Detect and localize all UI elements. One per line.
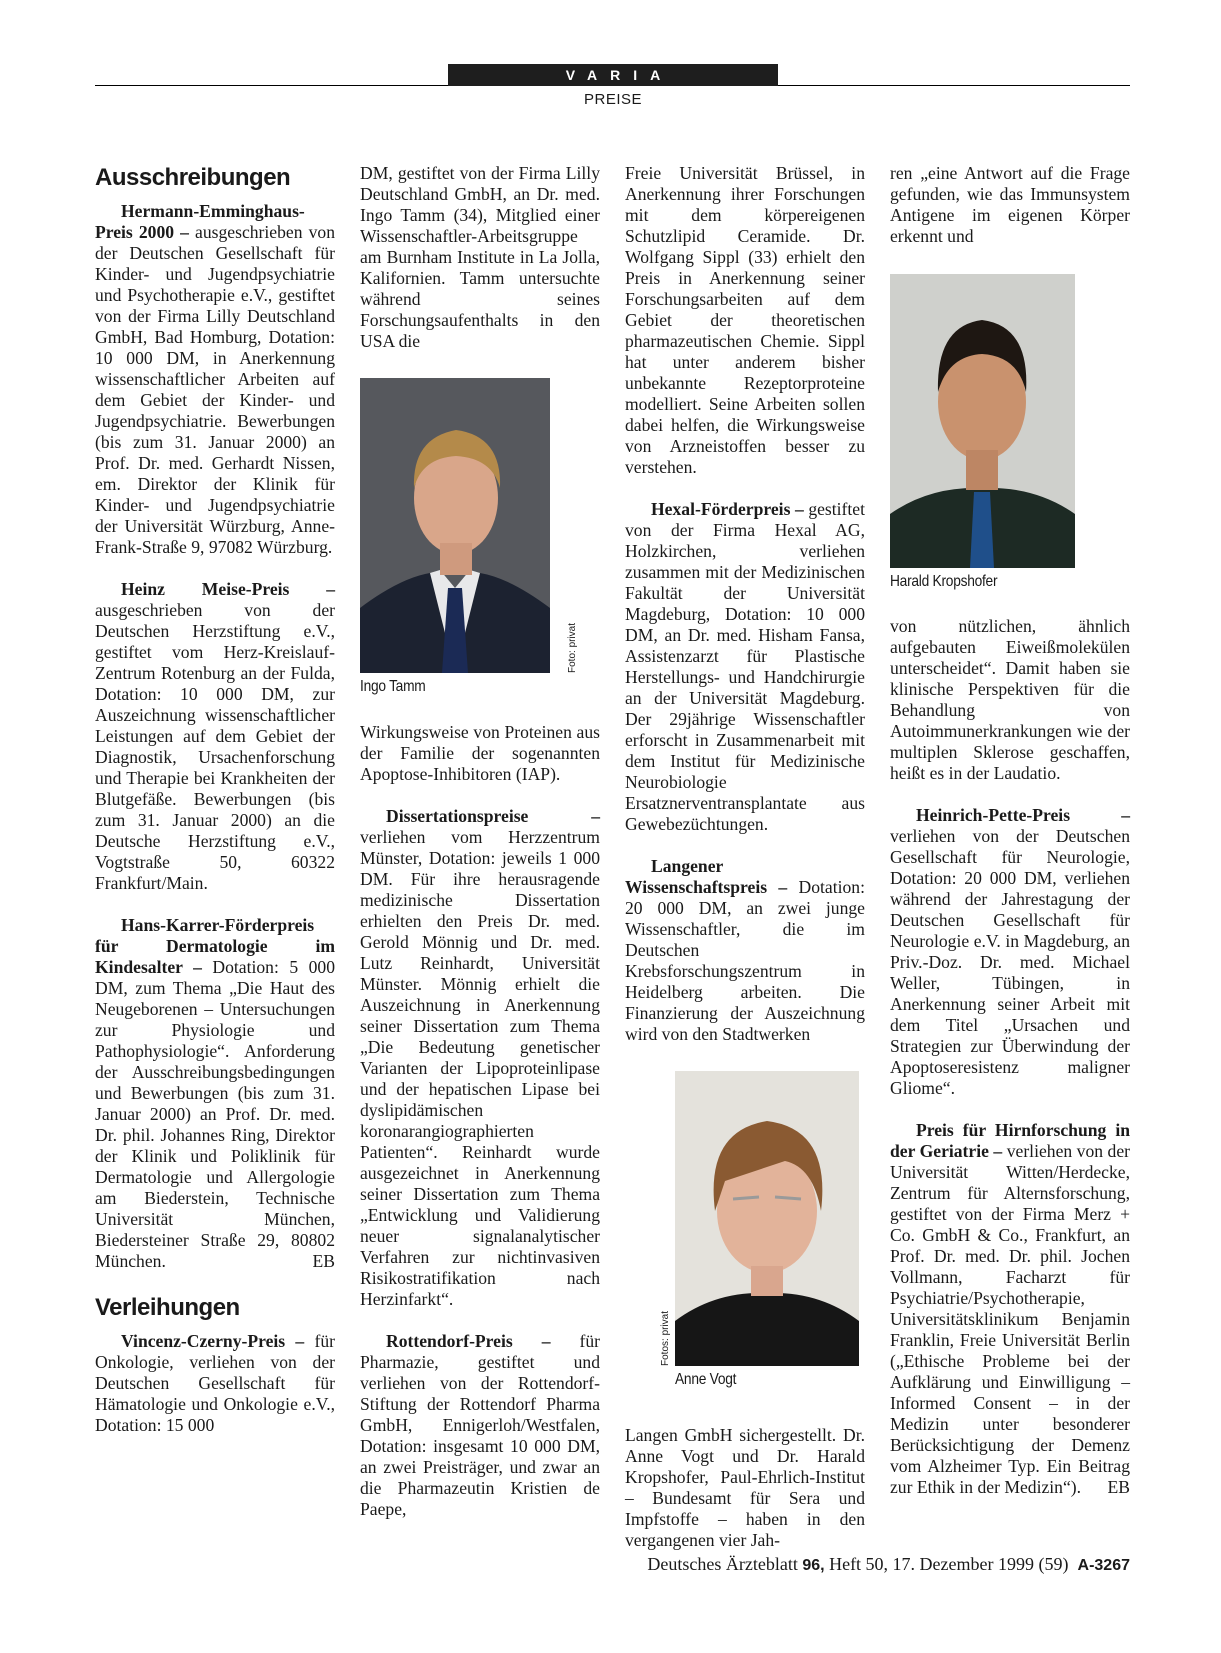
photo-caption: Ingo Tamm xyxy=(360,678,426,695)
heading-ausschreibungen: Ausschreibungen xyxy=(95,164,291,191)
article-langener-cont xyxy=(625,1425,865,1551)
page-number: A-3267 xyxy=(1077,1557,1130,1574)
article-emminghaus xyxy=(95,201,335,558)
portrait-photo xyxy=(675,1071,859,1366)
photo-credit: Fotos: privat xyxy=(660,1310,671,1366)
article-title: Hexal-Förderpreis – xyxy=(651,499,804,519)
column-3 xyxy=(625,163,865,1551)
article-meise xyxy=(95,579,335,894)
photo-credit: Foto: privat xyxy=(567,622,578,673)
section-label: PREISE xyxy=(583,91,643,108)
journal-volume: 96, xyxy=(802,1557,825,1574)
article-text: verliehen von der Deutschen Gesellschaft für Neurologie, Dotation: 20 000 DM, verliehen während der Jahrestagung der Deutschen Gesellschaft für Neurologie e.V. in Magdeburg, an Priv.-Doz. Dr. med. Michael Weller, Tübingen, in Anerkennung seiner Arbeit mit dem Titel „Ursachen und Strategien zur Überwindung der Apoptoseresistenz maligner Gliome“. xyxy=(890,826,1130,1098)
article-title: Heinz Meise-Preis – xyxy=(121,579,335,599)
heading-verleihungen: Verleihungen xyxy=(95,1294,240,1321)
article-text: Dotation: 20 000 DM, an zwei junge Wissenschaftler, die im Deutschen Krebsforschungszentrum in Heidelberg arbeiten. Die Finanzierung der Auszeichnung wird von den Stadtwerken xyxy=(625,877,865,1044)
article-title: Heinrich-Pette-Preis – xyxy=(916,805,1130,825)
page-header xyxy=(95,64,1130,112)
figure-harald-kropshofer xyxy=(890,274,1130,590)
article-text: für Pharmazie, gestiftet und verliehen von der Rottendorf-Stiftung der Rottendorf Pharma GmbH, Ennigerloh/Westfalen, Dotation: insgesamt 10 000 DM, an zwei Preisträger, und zwar an die Pharmazeutin Kristien de Paepe, xyxy=(360,1331,600,1519)
article-text: ausgeschrieben von der Deutschen Herzstiftung e.V., gestiftet vom Herz-Kreislauf-Zentrum Rotenburg an der Fulda, Dotation: 10 000 DM, zur Auszeichnung wissenschaftlicher Leistungen auf dem Gebiet der Diagnostik, Ursachenforschung und Therapie bei Krankheiten der Blutgefäße. Bewerbungen (bis zum 31. Januar 2000) an die Deutsche Herzstiftung e.V., Vogtstraße 50, 60322 Frankfurt/Main. xyxy=(95,600,335,893)
article-langener xyxy=(625,856,865,1045)
article-text: gestiftet von der Firma Hexal AG, Holzkirchen, verliehen zusammen mit der Medizinischen Fakultät der Universität Magdeburg, Dotation: 10 000 DM, an Dr. med. Hisham Fansa, Assistenzarzt für Plastische Herstellungs- und Handchirurgie an der Universität Magdeburg. Der 29jährige Wissenschaftler erforscht in Zusammenarbeit mit dem Institut für Medizinische Neurobiologie Ersatznerventransplantate aus Gewebezüchtungen. xyxy=(625,499,865,834)
section-banner: VARIA xyxy=(448,64,778,86)
article-text: ren „eine Antwort auf die Frage gefunden, wie das Immunsystem Antigene im eigenen Körper erkennt und xyxy=(890,163,1130,246)
figure-ingo-tamm xyxy=(360,378,600,696)
portrait-photo xyxy=(360,378,550,673)
article-text: Freie Universität Brüssel, in Anerkennung ihrer Forschungen mit dem körpereigenen Schutzlipid Ceramide. Dr. Wolfgang Sippl (33) erhielt den Preis in Anerkennung seiner Forschungsarbeiten auf dem Gebiet der theoretischen pharmazeutischen Chemie. Sippl hat unter anderem bisher unbekannte Rezeptorproteine modelliert. Seine Arbeiten sollen dabei helfen, die Wirkungsweise von Arzneistoffen besser zu verstehen. xyxy=(625,163,865,477)
column-4 xyxy=(890,163,1130,1498)
article-text: für Onkologie, verliehen von der Deutschen Gesellschaft für Hämatologie und Onkologie e.V., Dotation: 15 000 xyxy=(95,1331,335,1435)
article-langener-final xyxy=(890,616,1130,784)
column-2 xyxy=(360,163,600,1520)
article-hexal xyxy=(625,499,865,835)
article-text: ausgeschrieben von der Deutschen Gesellschaft für Kinder- und Jugendpsychiatrie und Psychotherapie e.V., gestiftet von der Firma Lilly Deutschland GmbH, Bad Homburg, Dotation: 10 000 DM, in Anerkennung wissenschaftlicher Arbeiten auf dem Gebiet der Kinder- und Jugendpsychiatrie. Bewerbungen (bis zum 31. Januar 2000) an Prof. Dr. med. Gerhardt Nissen, em. Direktor der Klinik für Kinder- und Jugendpsychiatrie der Universität Würzburg, Anne-Frank-Straße 9, 97082 Würzburg. xyxy=(95,222,335,557)
article-hirnforschung xyxy=(890,1120,1130,1498)
page-footer xyxy=(540,1553,1130,1577)
journal-name: Deutsches Ärzteblatt xyxy=(647,1554,798,1574)
article-czerny xyxy=(95,1331,335,1436)
portrait-photo xyxy=(890,274,1075,568)
article-rottendorf xyxy=(360,1331,600,1520)
article-title: Rottendorf-Preis – xyxy=(386,1331,551,1351)
article-title: Hermann-Emminghaus-Preis 2000 – xyxy=(95,201,305,242)
article-text: DM, gestiftet von der Firma Lilly Deutschland GmbH, an Dr. med. Ingo Tamm (34), Mitglied einer Wissenschaftler-Arbeitsgruppe am Burnham Institute in La Jolla, Kalifornien. Tamm untersuchte während seines Forschungsaufenthalts in den USA die xyxy=(360,163,600,351)
article-dissertationspreise xyxy=(360,806,600,1310)
article-czerny-cont xyxy=(360,163,600,352)
figure-anne-vogt xyxy=(660,1071,865,1401)
author-signature: EB xyxy=(312,1251,335,1271)
article-text: von nützlichen, ähnlich aufgebauten Eiweißmolekülen unterscheidet“. Damit haben sie klinische Perspektiven für die Behandlung von Autoimmunerkrankungen wie der multiplen Sklerose geschaffen, heißt es in der Laudatio. xyxy=(890,616,1130,783)
article-text: Dotation: 5 000 DM, zum Thema „Die Haut des Neugeborenen – Untersuchungen zur Physiologie und Pathophysiologie“. Anforderung der Ausschreibungsbedingungen und Bewerbungen (bis zum 31. Januar 2000) an Prof. Dr. med. Dr. phil. Johannes Ring, Direktor der Klinik und Poliklinik für Dermatologie und Allergologie am Biederstein, Technische Universität München, Biedersteiner Straße 29, 80802 München. xyxy=(95,957,335,1271)
article-pette xyxy=(890,805,1130,1099)
article-title: Preis für Hirnforschung in der Geriatrie – xyxy=(890,1120,1130,1161)
article-text: Wirkungsweise von Proteinen aus der Familie der sogenannten Apoptose-Inhibitoren (IAP). xyxy=(360,722,600,784)
article-rottendorf-cont xyxy=(625,163,865,478)
article-karrer xyxy=(95,915,335,1272)
journal-issue: Heft 50, 17. Dezember 1999 (59) xyxy=(829,1554,1069,1574)
article-title: Langener Wissenschaftspreis – xyxy=(625,856,788,897)
column-1 xyxy=(95,163,335,1436)
article-title: Dissertationspreise – xyxy=(386,806,600,826)
article-czerny-end xyxy=(360,722,600,785)
article-text: verliehen vom Herzzentrum Münster, Dotation: jeweils 1 000 DM. Für ihre herausragende medizinische Dissertation erhielten den Preis Dr. med. Gerold Mönnig und Dr. med. Lutz Reinhardt, Universität Münster. Mönnig erhielt die Auszeichnung in Anerkennung seiner Dissertation zum Thema „Die Bedeutung genetischer Varianten der Lipoproteinlipase und der hepatischen Lipase bei dyslipidämischen koronarangiographierten Patienten“. Reinhardt wurde ausgezeichnet in Anerkennung seiner Dissertation zum Thema „Entwicklung und Validierung neuer signalanalytischer Verfahren zur nichtinvasiven Risikostratifikation nach Herzinfarkt“. xyxy=(360,827,600,1309)
article-langener-end xyxy=(890,163,1130,247)
author-signature: EB xyxy=(1107,1477,1130,1497)
article-text: Langen GmbH sichergestellt. Dr. Anne Vogt und Dr. Harald Kropshofer, Paul-Ehrlich-Institut – Bundesamt für Sera und Impfstoffe – haben in den vergangenen vier Jah- xyxy=(625,1425,865,1550)
article-text: verliehen von der Universität Witten/Herdecke, Zentrum für Alternsforschung, gestiftet von der Firma Merz + Co. GmbH & Co., Frankfurt, an Prof. Dr. med. Dr. phil. Jochen Vollmann, Facharzt für Psychiatrie/Psychotherapie, Universitätsklinikum Benjamin Franklin, Freie Universität Berlin („Ethische Probleme bei der Aufklärung und Einwilligung – Informed Consent – in der Medizin unter besonderer Berücksichtigung der Demenz vom Alzheimer Typ. Ein Beitrag zur Ethik in der Medizin“). xyxy=(890,1141,1131,1497)
photo-caption: Anne Vogt xyxy=(675,1371,737,1388)
article-title: Vincenz-Czerny-Preis – xyxy=(121,1331,305,1351)
photo-caption: Harald Kropshofer xyxy=(890,573,998,590)
article-title: Hans-Karrer-Förderpreis für Dermatologie im Kindesalter – xyxy=(95,915,335,977)
